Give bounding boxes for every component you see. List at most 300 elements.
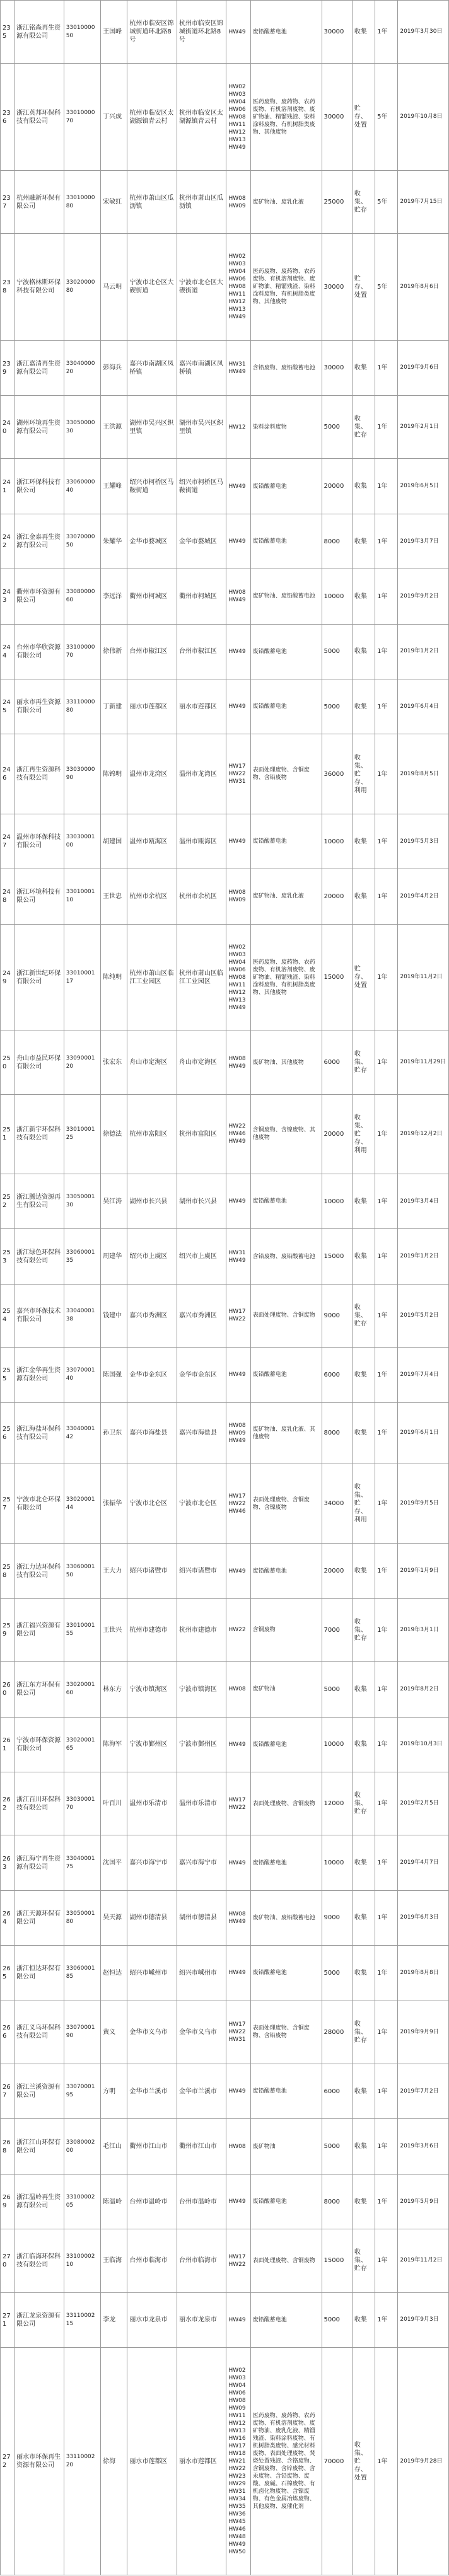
row-waste-names: 废矿物油、废铅酸蓄电池 <box>250 569 322 624</box>
row-capacity: 70000 <box>322 2348 352 2575</box>
row-license-no: 3304000175 <box>64 1835 100 1890</box>
waste-code: HW49 <box>228 1568 246 1574</box>
waste-code: HW12 <box>228 2420 246 2427</box>
row-license-no: 3311000080 <box>64 679 100 734</box>
row-seq: 248 <box>1 869 15 924</box>
row-reg-address: 宁波市镇海区 <box>127 1662 177 1717</box>
row-seq: 267 <box>1 2064 15 2119</box>
waste-code: HW13 <box>228 136 246 143</box>
row-license-no: 3304000138 <box>64 1284 100 1347</box>
table-row <box>1 1464 449 1543</box>
row-reg-address: 舟山市定海区 <box>127 1031 177 1094</box>
row-reg-address: 杭州市萧山区临江工业园区 <box>127 924 177 1031</box>
row-waste-codes <box>226 1544 250 1598</box>
row-waste-names: 废铅酸蓄电池 <box>250 814 322 869</box>
table-row <box>1 340 449 395</box>
waste-code: HW49 <box>228 368 246 375</box>
row-op-address: 杭州市余杭区 <box>177 869 226 924</box>
row-period: 1年 <box>375 1094 398 1174</box>
waste-code: HW22 <box>228 1627 246 1634</box>
row-issue-date: 2019年5月2日 <box>398 1284 449 1347</box>
row-seq: 266 <box>1 2001 15 2064</box>
row-waste-names: 表面处理废物、含铜废物、含铅废物 <box>250 734 322 814</box>
row-op-address: 丽水市莲都区 <box>177 679 226 734</box>
row-legal-person: 宋敏红 <box>101 170 127 233</box>
waste-code: HW49 <box>228 1970 246 1977</box>
row-op-address: 温州市瓯海区 <box>177 814 226 869</box>
row-op-address: 绍兴市上虞区 <box>177 1229 226 1284</box>
row-mode: 收集 <box>352 869 375 924</box>
row-seq: 256 <box>1 1402 15 1464</box>
row-company: 宁波市北仑环保有限公司 <box>15 1464 64 1543</box>
row-period: 1年 <box>375 1229 398 1284</box>
row-period: 1年 <box>375 1031 398 1094</box>
row-company: 浙江恒达环保有限公司 <box>15 1946 64 2001</box>
row-reg-address: 金华市婺城区 <box>127 514 177 569</box>
row-capacity: 6000 <box>322 1348 352 1402</box>
row-waste-codes <box>226 1946 250 2001</box>
waste-code: HW49 <box>228 1063 246 1070</box>
row-waste-codes <box>226 2001 250 2064</box>
row-issue-date: 2019年5月9日 <box>398 2174 449 2229</box>
waste-code: HW49 <box>228 1004 246 1011</box>
waste-code: HW22 <box>228 1804 246 1811</box>
row-company: 浙江天源环保有限公司 <box>15 1890 64 1945</box>
waste-code: HW08 <box>228 1422 246 1429</box>
row-seq: 259 <box>1 1598 15 1661</box>
row-mode: 收集、贮存、利用 <box>352 734 375 814</box>
row-waste-names: 含铅废物、废铅酸蓄电池 <box>250 340 322 395</box>
row-mode: 收集、贮存 <box>352 1031 375 1094</box>
row-company: 浙江金华再生资源有限公司 <box>15 1348 64 1402</box>
waste-code: HW31 <box>228 2036 246 2043</box>
row-capacity: 20000 <box>322 869 352 924</box>
row-period: 1年 <box>375 2348 398 2575</box>
row-waste-names: 表面处理废物、含铜废物 <box>250 2229 322 2292</box>
table-row <box>1 1174 449 1228</box>
row-mode: 收集、贮存 <box>352 170 375 233</box>
row-issue-date: 2019年2月1日 <box>398 396 449 459</box>
row-waste-names: 废矿物油、废乳化液、其他废物 <box>250 1402 322 1464</box>
row-issue-date: 2019年12月2日 <box>398 1094 449 1174</box>
waste-code: HW11 <box>228 121 246 128</box>
waste-code: HW08 <box>228 589 246 596</box>
row-legal-person: 黄义 <box>101 2001 127 2064</box>
table-row <box>1 1402 449 1464</box>
waste-code: HW49 <box>228 2316 246 2323</box>
row-issue-date: 2019年3月7日 <box>398 514 449 569</box>
row-company: 浙江义乌环保科技有限公司 <box>15 2001 64 2064</box>
row-period: 1年 <box>375 1717 398 1772</box>
row-legal-person: 张宏东 <box>101 1031 127 1094</box>
row-company: 浙江金泰再生资源有限公司 <box>15 514 64 569</box>
row-issue-date: 2019年4月2日 <box>398 869 449 924</box>
waste-code: HW49 <box>228 1741 246 1748</box>
table-body <box>1 1 449 2575</box>
waste-code: HW17 <box>228 763 246 770</box>
row-seq: 249 <box>1 924 15 1031</box>
row-issue-date: 2019年9月3日 <box>398 2292 449 2347</box>
row-waste-codes <box>226 1284 250 1347</box>
row-seq: 238 <box>1 234 15 340</box>
row-waste-names: 废铅酸蓄电池 <box>250 1946 322 2001</box>
row-mode: 收集、贮存、利用 <box>352 1464 375 1543</box>
row-capacity: 5000 <box>322 396 352 459</box>
table-row <box>1 396 449 459</box>
table-row <box>1 514 449 569</box>
row-op-address: 嘉兴市南湖区凤桥镇 <box>177 340 226 395</box>
row-company: 嘉兴市环保技术有限公司 <box>15 1284 64 1347</box>
row-mode: 收集、贮存 <box>352 1598 375 1661</box>
row-company: 宁波格林斯环保科技有限公司 <box>15 234 64 340</box>
row-waste-names: 废铅酸蓄电池 <box>250 624 322 679</box>
row-company: 浙江力达环保科技有限公司 <box>15 1544 64 1598</box>
waste-code: HW12 <box>228 129 246 136</box>
row-op-address: 台州市椒江区 <box>177 624 226 679</box>
waste-code: HW31 <box>228 778 246 785</box>
waste-code: HW49 <box>228 1918 246 1925</box>
row-legal-person: 彭海兵 <box>101 340 127 395</box>
row-op-address: 台州市临海市 <box>177 2229 226 2292</box>
row-legal-person: 陈锦明 <box>101 734 127 814</box>
row-license-no: 3301000110 <box>64 869 100 924</box>
waste-code: HW08 <box>228 974 246 981</box>
row-reg-address: 宁波市北仑区大碶街道 <box>127 234 177 340</box>
row-waste-names: 废铅酸蓄电池 <box>250 459 322 514</box>
waste-code: HW49 <box>228 483 246 490</box>
waste-code: HW49 <box>228 1859 246 1866</box>
row-reg-address: 杭州市临安区锦城街道环北路8号 <box>127 1 177 64</box>
row-issue-date: 2019年6月5日 <box>398 459 449 514</box>
row-reg-address: 宁波市鄞州区 <box>127 1717 177 1772</box>
row-company: 浙江百川环保科技有限公司 <box>15 1772 64 1835</box>
row-issue-date: 2019年8月5日 <box>398 734 449 814</box>
row-company: 衢州市环资源有限公司 <box>15 569 64 624</box>
row-waste-names: 废矿物油 <box>250 2119 322 2174</box>
row-waste-codes <box>226 2119 250 2174</box>
waste-code: HW08 <box>228 1686 246 1693</box>
row-seq: 243 <box>1 569 15 624</box>
row-period: 1年 <box>375 1174 398 1228</box>
waste-code: HW08 <box>228 2143 246 2150</box>
row-op-address: 宁波市鄞州区 <box>177 1717 226 1772</box>
row-op-address: 温州市龙湾区 <box>177 734 226 814</box>
row-reg-address: 湖州市德清县 <box>127 1890 177 1945</box>
row-company: 浙江绿色环保科技有限公司 <box>15 1229 64 1284</box>
row-waste-names: 废铅酸蓄电池 <box>250 1 322 64</box>
row-waste-names: 含铜废物、含镍废物、其他废物 <box>250 1094 322 1174</box>
row-period: 1年 <box>375 624 398 679</box>
row-op-address: 嘉兴市海盐县 <box>177 1402 226 1464</box>
waste-code: HW18 <box>228 2451 246 2458</box>
row-waste-codes <box>226 1717 250 1772</box>
waste-code: HW46 <box>228 2526 246 2533</box>
row-issue-date: 2019年3月4日 <box>398 1174 449 1228</box>
waste-code: HW11 <box>228 2413 246 2420</box>
row-reg-address: 绍兴市上虞区 <box>127 1229 177 1284</box>
row-waste-codes <box>226 1598 250 1661</box>
row-seq: 263 <box>1 1835 15 1890</box>
row-capacity: 10000 <box>322 1835 352 1890</box>
row-op-address: 温州市乐清市 <box>177 1772 226 1835</box>
row-waste-codes <box>226 2229 250 2292</box>
row-license-no: 3310000070 <box>64 624 100 679</box>
row-waste-codes <box>226 1094 250 1174</box>
row-waste-names: 废矿物油、废铅酸蓄电池 <box>250 1890 322 1945</box>
row-issue-date: 2019年7月2日 <box>398 2064 449 2119</box>
row-reg-address: 嘉兴市南湖区凤桥镇 <box>127 340 177 395</box>
row-issue-date: 2019年5月3日 <box>398 814 449 869</box>
table-row <box>1 1348 449 1402</box>
row-license-no: 3301000070 <box>64 64 100 170</box>
waste-code: HW09 <box>228 897 246 904</box>
table-row <box>1 1835 449 1890</box>
row-waste-codes <box>226 1890 250 1945</box>
waste-code: HW03 <box>228 261 246 268</box>
row-capacity: 12000 <box>322 1772 352 1835</box>
table-row <box>1 1544 449 1598</box>
waste-code: HW31 <box>228 2488 246 2495</box>
row-waste-codes <box>226 1662 250 1717</box>
row-license-no: 3302000165 <box>64 1717 100 1772</box>
waste-code: HW17 <box>228 1796 246 1803</box>
row-capacity: 5000 <box>322 1662 352 1717</box>
row-reg-address: 绍兴市嵊州市 <box>127 1946 177 2001</box>
waste-code: HW03 <box>228 951 246 958</box>
waste-code: HW49 <box>228 1138 246 1145</box>
row-company: 浙江海盐环保科技有限公司 <box>15 1402 64 1464</box>
row-waste-names: 表面处理废物、含铜废物 <box>250 1772 322 1835</box>
waste-code: HW02 <box>228 944 246 950</box>
row-waste-names: 染料涂料废物 <box>250 396 322 459</box>
waste-code: HW08 <box>228 113 246 120</box>
waste-code: HW50 <box>228 2549 246 2556</box>
waste-code: HW36 <box>228 2511 246 2518</box>
row-seq: 241 <box>1 459 15 514</box>
row-legal-person: 王国峰 <box>101 1 127 64</box>
waste-code: HW49 <box>228 1437 246 1444</box>
waste-code: HW45 <box>228 2519 246 2526</box>
waste-code: HW22 <box>228 1123 246 1130</box>
waste-code: HW22 <box>228 771 246 778</box>
row-waste-names: 废铅酸蓄电池 <box>250 1544 322 1598</box>
row-seq: 269 <box>1 2174 15 2229</box>
row-waste-codes <box>226 624 250 679</box>
row-issue-date: 2019年10月3日 <box>398 1717 449 1772</box>
row-mode: 收集、贮存 <box>352 396 375 459</box>
row-capacity: 36000 <box>322 734 352 814</box>
row-waste-codes <box>226 1174 250 1228</box>
row-period: 1年 <box>375 924 398 1031</box>
waste-code: HW13 <box>228 2428 246 2435</box>
row-license-no: 3308000060 <box>64 569 100 624</box>
row-period: 5年 <box>375 64 398 170</box>
row-mode: 收集 <box>352 2174 375 2229</box>
row-capacity: 20000 <box>322 459 352 514</box>
row-waste-codes <box>226 569 250 624</box>
row-issue-date: 2019年9月2日 <box>398 569 449 624</box>
row-waste-codes <box>226 170 250 233</box>
row-legal-person: 徐伟新 <box>101 624 127 679</box>
row-period: 1年 <box>375 869 398 924</box>
row-op-address: 金华市婺城区 <box>177 514 226 569</box>
row-op-address: 杭州市临安区锦城街道环北路8号 <box>177 1 226 64</box>
row-issue-date: 2019年1月9日 <box>398 1544 449 1598</box>
row-seq: 272 <box>1 2348 15 2575</box>
row-legal-person: 吴天源 <box>101 1890 127 1945</box>
row-waste-names: 医药废物、废药物、农药废物、有机溶剂废物、废矿物油、精馏残渣、染料涂料废物、有机树脂类废物、其他废物 <box>250 64 322 170</box>
row-license-no: 3305000180 <box>64 1890 100 1945</box>
waste-code: HW06 <box>228 276 246 283</box>
row-op-address: 丽水市莲都区 <box>177 2348 226 2575</box>
row-op-address: 宁波市北仑区 <box>177 1464 226 1543</box>
row-company: 台州市华欣资源有限公司 <box>15 624 64 679</box>
row-license-no: 3306000040 <box>64 459 100 514</box>
row-period: 1年 <box>375 2064 398 2119</box>
row-issue-date: 2019年10月8日 <box>398 64 449 170</box>
waste-code: HW49 <box>228 838 246 845</box>
row-period: 1年 <box>375 1402 398 1464</box>
row-issue-date: 2019年7月15日 <box>398 170 449 233</box>
row-waste-codes <box>226 1772 250 1835</box>
row-seq: 260 <box>1 1662 15 1717</box>
row-reg-address: 杭州市余杭区 <box>127 869 177 924</box>
row-mode: 收集 <box>352 1890 375 1945</box>
table-row <box>1 1772 449 1835</box>
row-license-no: 3307000140 <box>64 1348 100 1402</box>
row-waste-names: 废铅酸蓄电池 <box>250 1835 322 1890</box>
row-reg-address: 台州市临海市 <box>127 2229 177 2292</box>
waste-code: HW06 <box>228 966 246 973</box>
row-legal-person: 朱耀华 <box>101 514 127 569</box>
row-mode: 收集 <box>352 1835 375 1890</box>
row-seq: 268 <box>1 2119 15 2174</box>
row-license-no: 3304000142 <box>64 1402 100 1464</box>
waste-code: HW17 <box>228 2443 246 2450</box>
row-issue-date: 2019年9月28日 <box>398 2348 449 2575</box>
waste-code: HW22 <box>228 2029 246 2036</box>
waste-code: HW46 <box>228 1508 246 1515</box>
row-legal-person: 王世兴 <box>101 1598 127 1661</box>
row-capacity: 25000 <box>322 170 352 233</box>
waste-code: HW12 <box>228 989 246 996</box>
row-capacity: 30000 <box>322 1 352 64</box>
row-period: 1年 <box>375 1 398 64</box>
row-mode: 收集 <box>352 1229 375 1284</box>
row-mode: 收集 <box>352 624 375 679</box>
table-row <box>1 2119 449 2174</box>
row-license-no: 3307000050 <box>64 514 100 569</box>
row-license-no: 3310000210 <box>64 2229 100 2292</box>
row-period: 1年 <box>375 1662 398 1717</box>
row-license-no: 3305000030 <box>64 396 100 459</box>
row-reg-address: 台州市椒江区 <box>127 624 177 679</box>
row-reg-address: 宁波市北仑区 <box>127 1464 177 1543</box>
waste-code: HW22 <box>228 1316 246 1323</box>
row-issue-date: 2019年9月9日 <box>398 2001 449 2064</box>
row-legal-person: 王世忠 <box>101 869 127 924</box>
row-mode: 贮存、处置 <box>352 234 375 340</box>
row-company: 浙江再生资源科技有限公司 <box>15 734 64 814</box>
waste-code: HW35 <box>228 2504 246 2510</box>
row-capacity: 9000 <box>322 1284 352 1347</box>
row-waste-names: 废矿物油、其他废物 <box>250 1031 322 1094</box>
row-period: 1年 <box>375 1890 398 1945</box>
table-row <box>1 2292 449 2347</box>
row-seq: 240 <box>1 396 15 459</box>
table-row <box>1 1229 449 1284</box>
waste-code: HW31 <box>228 361 246 367</box>
waste-code: HW49 <box>228 2088 246 2095</box>
row-waste-names: 废矿物油、废乳化液 <box>250 170 322 233</box>
waste-code: HW22 <box>228 2466 246 2473</box>
row-license-no: 3307000195 <box>64 2064 100 2119</box>
table-row <box>1 814 449 869</box>
waste-code: HW09 <box>228 202 246 209</box>
row-company: 浙江英邦环保科技有限公司 <box>15 64 64 170</box>
row-company: 杭州融新环保有限公司 <box>15 170 64 233</box>
waste-code: HW16 <box>228 2435 246 2442</box>
row-license-no: 3310000205 <box>64 2174 100 2229</box>
row-legal-person: 李远洋 <box>101 569 127 624</box>
row-reg-address: 金华市义乌市 <box>127 2001 177 2064</box>
row-issue-date: 2019年8月6日 <box>398 234 449 340</box>
row-mode: 收集 <box>352 514 375 569</box>
row-waste-codes <box>226 1031 250 1094</box>
row-seq: 252 <box>1 1174 15 1228</box>
row-company: 浙江环保科技有限公司 <box>15 459 64 514</box>
row-op-address: 宁波市北仑区大碶街道 <box>177 234 226 340</box>
table-row <box>1 2348 449 2575</box>
row-reg-address: 丽水市莲都区 <box>127 2348 177 2575</box>
row-op-address: 绍兴市柯桥区马鞍街道 <box>177 459 226 514</box>
row-reg-address: 杭州市建德市 <box>127 1598 177 1661</box>
waste-code: HW02 <box>228 83 246 90</box>
row-company: 浙江临海环保科技有限公司 <box>15 2229 64 2292</box>
row-mode: 收集 <box>352 459 375 514</box>
row-license-no: 3301000155 <box>64 1598 100 1661</box>
row-waste-codes <box>226 2064 250 2119</box>
row-license-no: 3311000215 <box>64 2292 100 2347</box>
waste-code: HW17 <box>228 1308 246 1315</box>
row-seq: 237 <box>1 170 15 233</box>
table-row <box>1 1946 449 2001</box>
row-license-no: 3302000144 <box>64 1464 100 1543</box>
row-waste-codes <box>226 2348 250 2575</box>
waste-code: HW08 <box>228 889 246 896</box>
row-license-no: 3302000080 <box>64 234 100 340</box>
row-legal-person: 陈国强 <box>101 1348 127 1402</box>
row-issue-date: 2019年1月2日 <box>398 1229 449 1284</box>
row-license-no: 3305000130 <box>64 1174 100 1228</box>
row-company: 舟山市益民环保有限公司 <box>15 1031 64 1094</box>
waste-code: HW46 <box>228 1131 246 1138</box>
row-legal-person: 吴江涛 <box>101 1174 127 1228</box>
row-period: 1年 <box>375 1598 398 1661</box>
row-mode: 收集 <box>352 2292 375 2347</box>
row-capacity: 30000 <box>322 234 352 340</box>
row-mode: 收集 <box>352 1544 375 1598</box>
waste-code: HW08 <box>228 1910 246 1917</box>
row-capacity: 9000 <box>322 1890 352 1945</box>
row-op-address: 湖州市吴兴区织里镇 <box>177 396 226 459</box>
row-legal-person: 毛江山 <box>101 2119 127 2174</box>
waste-code: HW02 <box>228 253 246 260</box>
waste-code: HW22 <box>228 1500 246 1507</box>
row-company: 浙江嘉清再生资源有限公司 <box>15 340 64 395</box>
waste-code: HW04 <box>228 269 246 275</box>
row-company: 温州市环保科技有限公司 <box>15 814 64 869</box>
